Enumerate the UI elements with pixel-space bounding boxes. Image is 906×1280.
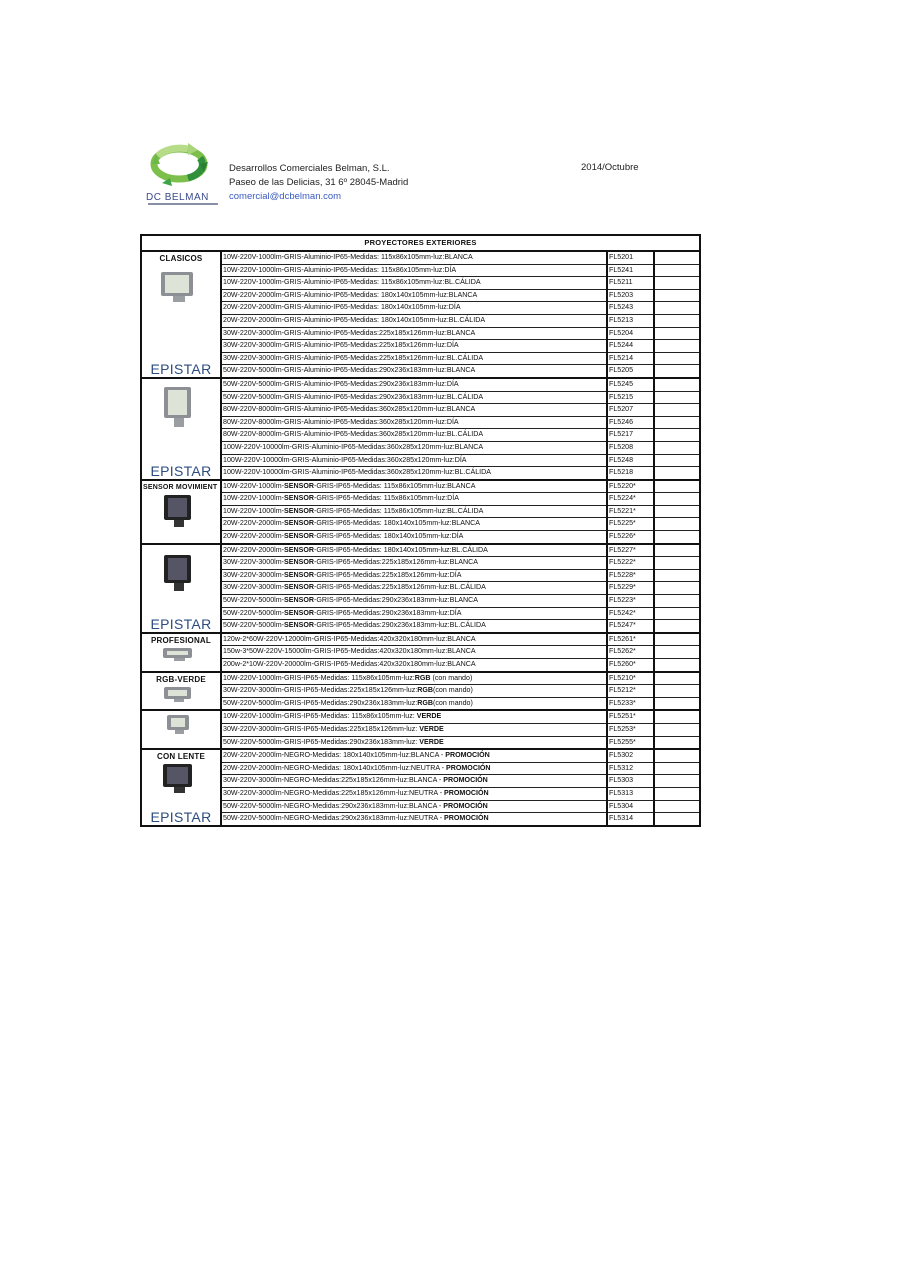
description-highlight: SENSOR — [284, 532, 314, 541]
table-row — [142, 441, 699, 454]
description-highlight: PROMOCIÓN — [444, 814, 489, 823]
product-code: FL5210* — [607, 672, 654, 685]
empty-cell — [654, 762, 699, 775]
table-row — [142, 775, 699, 788]
product-code: FL5208 — [607, 441, 654, 454]
product-description — [221, 800, 607, 813]
empty-cell — [654, 544, 699, 557]
product-code: FL5260* — [607, 659, 654, 672]
product-description: 50W-220V-5000lm-GRIS-Aluminio-IP65-Medidas:290x236x183mm-luz:BLANCA — [221, 365, 607, 378]
description-highlight: SENSOR — [284, 545, 314, 554]
empty-cell — [654, 582, 699, 595]
table-row — [142, 467, 699, 480]
category-cell — [142, 710, 221, 749]
description-text: (con mando) — [430, 673, 473, 682]
product-description: 10W-220V-1000lm-GRIS-Aluminio-IP65-Medidas: 115x86x105mm-luz:BLANCA — [221, 252, 607, 264]
table-row — [142, 672, 699, 685]
description-highlight: PROMOCIÓN — [443, 801, 488, 810]
floodlight-product-image — [164, 555, 198, 593]
description-text: 20W-220V-2000lm-NEGRO-Medidas: 180x140x105mm-luz:NEUTRA - — [223, 763, 447, 772]
description-text: -GRIS-IP65-Medidas: 115x86x105mm-luz:BLANCA — [313, 481, 476, 490]
description-highlight: VERDE — [419, 724, 444, 733]
description-highlight: SENSOR — [284, 596, 314, 605]
table-title: PROYECTORES EXTERIORES — [142, 236, 699, 252]
empty-cell — [654, 646, 699, 659]
table-row — [142, 480, 699, 493]
description-text: 10W-220V-1000lm- — [223, 494, 284, 503]
product-description: 80W-220V-8000lm-GRIS-Aluminio-IP65-Medidas:360x285x120mm-luz:DÍA — [221, 416, 607, 429]
product-description — [221, 569, 607, 582]
category-cell — [142, 252, 221, 378]
product-description: 20W-220V-2000lm-GRIS-Aluminio-IP65-Medidas: 180x140x105mm-luz:BLANCA — [221, 289, 607, 302]
table-row — [142, 252, 699, 264]
product-description: 20W-220V-2000lm-GRIS-Aluminio-IP65-Medidas: 180x140x105mm-luz:DÍA — [221, 302, 607, 315]
table-row — [142, 454, 699, 467]
product-code: FL5217 — [607, 429, 654, 442]
product-code: FL5302 — [607, 749, 654, 762]
description-text: 30W-220V-3000lm-GRIS-IP65-Medidas:225x185x126mm-luz: — [223, 724, 420, 733]
description-highlight: SENSOR — [284, 608, 314, 617]
product-code: FL5304 — [607, 800, 654, 813]
product-code: FL5255* — [607, 736, 654, 749]
table-row — [142, 378, 699, 391]
category-label: PROFESIONAL — [151, 635, 211, 645]
description-highlight: PROMOCIÓN — [446, 763, 491, 772]
product-code: FL5204 — [607, 327, 654, 340]
description-text: 50W-220V-5000lm-NEGRO-Medidas:290x236x183mm-luz:NEUTRA - — [223, 814, 445, 823]
category-cell — [142, 633, 221, 672]
floodlight-product-image — [164, 387, 198, 429]
empty-cell — [654, 252, 699, 264]
product-description: 30W-220V-3000lm-GRIS-Aluminio-IP65-Medidas:225x185x126mm-luz:BLANCA — [221, 327, 607, 340]
product-code: FL5224* — [607, 493, 654, 506]
product-description: 80W-220V-8000lm-GRIS-Aluminio-IP65-Medidas:360x285x120mm-luz:BL.CÁLIDA — [221, 429, 607, 442]
product-description — [221, 775, 607, 788]
product-description — [221, 762, 607, 775]
product-description — [221, 672, 607, 685]
table-row — [142, 531, 699, 544]
description-text: 30W-220V-3000lm-NEGRO-Medidas:225x185x126mm-luz:NEUTRA - — [223, 788, 445, 797]
description-text: 20W-220V-2000lm- — [223, 519, 284, 528]
product-code: FL5251* — [607, 710, 654, 723]
description-text: -GRIS-IP65-Medidas: 115x86x105mm-luz:BL.CÁLIDA — [313, 506, 484, 515]
description-text: 30W-220V-3000lm-NEGRO-Medidas:225x185x126mm-luz:BLANCA - — [223, 776, 444, 785]
description-text: -GRIS-IP65-Medidas: 180x140x105mm-luz:BLANCA — [313, 519, 480, 528]
table-row — [142, 557, 699, 570]
description-text: 50W-220V-5000lm- — [223, 608, 284, 617]
table-row — [142, 633, 699, 646]
description-text: -GRIS-IP65-Medidas:290x236x183mm-luz:BL.CÁLIDA — [313, 621, 486, 630]
product-code: FL5314 — [607, 813, 654, 825]
product-description: 120w-2*60W-220V-12000lm-GRIS-IP65-Medidas:420x320x180mm-luz:BLANCA — [221, 633, 607, 646]
table-row — [142, 365, 699, 378]
description-highlight: SENSOR — [284, 558, 314, 567]
product-description — [221, 518, 607, 531]
product-code: FL5213 — [607, 314, 654, 327]
empty-cell — [654, 723, 699, 736]
table-row — [142, 289, 699, 302]
product-description: 100W-220V-10000lm-GRIS-Aluminio-IP65-Medidas:360x285x120mm-luz:BLANCA — [221, 441, 607, 454]
empty-cell — [654, 493, 699, 506]
product-code: FL5203 — [607, 289, 654, 302]
floodlight-product-image — [164, 687, 198, 703]
description-text: -GRIS-IP65-Medidas:225x185x126mm-luz:DÍA — [313, 570, 462, 579]
empty-cell — [654, 391, 699, 404]
product-description — [221, 582, 607, 595]
empty-cell — [654, 672, 699, 685]
product-description — [221, 723, 607, 736]
description-highlight: VERDE — [419, 737, 444, 746]
table-row — [142, 582, 699, 595]
product-code: FL5205 — [607, 365, 654, 378]
table-row — [142, 685, 699, 698]
table-row — [142, 429, 699, 442]
product-code: FL5241 — [607, 264, 654, 277]
description-highlight: SENSOR — [284, 519, 314, 528]
product-code: FL5246 — [607, 416, 654, 429]
product-description: 10W-220V-1000lm-GRIS-Aluminio-IP65-Medidas: 115x86x105mm-luz:BL.CÁLIDA — [221, 277, 607, 290]
logo-subtitle — [148, 203, 218, 205]
product-code: FL5229* — [607, 582, 654, 595]
product-description: 20W-220V-2000lm-GRIS-Aluminio-IP65-Medidas: 180x140x105mm-luz:BL.CÁLIDA — [221, 314, 607, 327]
description-text: 10W-220V-1000lm- — [223, 481, 284, 490]
empty-cell — [654, 531, 699, 544]
description-text: 30W-220V-3000lm-GRIS-IP65-Medidas:225x185x126mm-luz: — [223, 686, 418, 695]
table-row — [142, 544, 699, 557]
description-text: 10W-220V-1000lm- — [223, 506, 284, 515]
company-logo — [142, 138, 222, 208]
description-highlight: VERDE — [416, 712, 442, 721]
product-description — [221, 620, 607, 633]
empty-cell — [654, 569, 699, 582]
empty-cell — [654, 607, 699, 620]
description-highlight: RGB — [417, 686, 434, 695]
product-code: FL5242* — [607, 607, 654, 620]
empty-cell — [654, 327, 699, 340]
product-description: 50W-220V-5000lm-GRIS-Aluminio-IP65-Medidas:290x236x183mm-luz:BL.CÁLIDA — [221, 391, 607, 404]
table-row — [142, 404, 699, 417]
description-highlight: RGB — [417, 698, 434, 707]
table-row — [142, 340, 699, 353]
product-description: 30W-220V-3000lm-GRIS-Aluminio-IP65-Medidas:225x185x126mm-luz:DÍA — [221, 340, 607, 353]
description-text: -GRIS-IP65-Medidas:225x185x126mm-luz:BLANCA — [313, 558, 478, 567]
product-description — [221, 787, 607, 800]
empty-cell — [654, 302, 699, 315]
product-code: FL5222* — [607, 557, 654, 570]
product-code: FL5303 — [607, 775, 654, 788]
empty-cell — [654, 697, 699, 710]
floodlight-product-image — [163, 764, 199, 794]
product-code: FL5245 — [607, 378, 654, 391]
product-description: 150w-3*50W-220V-15000lm-GRIS-IP65-Medidas:420x320x180mm-luz:BLANCA — [221, 646, 607, 659]
product-code: FL5248 — [607, 454, 654, 467]
category-cell — [142, 480, 221, 544]
product-code: FL5243 — [607, 302, 654, 315]
product-description: 80W-220V-8000lm-GRIS-Aluminio-IP65-Medidas:360x285x120mm-luz:BLANCA — [221, 404, 607, 417]
epistar-brand-label: EPISTAR — [150, 616, 212, 633]
empty-cell — [654, 416, 699, 429]
product-code: FL5220* — [607, 480, 654, 493]
empty-cell — [654, 467, 699, 480]
table-row — [142, 749, 699, 762]
description-highlight: SENSOR — [284, 506, 314, 515]
product-description: 30W-220V-3000lm-GRIS-Aluminio-IP65-Medidas:225x185x126mm-luz:BL.CÁLIDA — [221, 352, 607, 365]
table-row — [142, 352, 699, 365]
table-row — [142, 787, 699, 800]
table-row — [142, 620, 699, 633]
empty-cell — [654, 314, 699, 327]
empty-cell — [654, 352, 699, 365]
empty-cell — [654, 454, 699, 467]
category-cell — [142, 749, 221, 825]
product-code: FL5262* — [607, 646, 654, 659]
category-label: CON LENTE — [156, 752, 206, 762]
description-text: 20W-220V-2000lm- — [223, 545, 284, 554]
description-highlight: PROMOCIÓN — [443, 776, 488, 785]
table-row — [142, 595, 699, 608]
table-row — [142, 813, 699, 825]
description-text: 50W-220V-5000lm-GRIS-IP65-Medidas:290x236x183mm-luz: — [223, 698, 418, 707]
description-highlight: SENSOR — [284, 570, 314, 579]
product-description — [221, 736, 607, 749]
document-date: 2014/Octubre — [581, 162, 639, 173]
product-description: 200w-2*10W-220V-20000lm-GRIS-IP65-Medidas:420x320x180mm-luz:BLANCA — [221, 659, 607, 672]
description-text: 30W-220V-3000lm- — [223, 558, 284, 567]
product-code: FL5221* — [607, 505, 654, 518]
product-description: 10W-220V-1000lm-GRIS-Aluminio-IP65-Medidas: 115x86x105mm-luz:DÍA — [221, 264, 607, 277]
description-highlight: RGB — [414, 673, 431, 682]
empty-cell — [654, 787, 699, 800]
floodlight-product-image — [161, 272, 201, 304]
table-row — [142, 646, 699, 659]
recycle-arrows-icon — [148, 142, 210, 186]
table-row — [142, 569, 699, 582]
description-text: 50W-220V-5000lm-GRIS-IP65-Medidas:290x236x183mm-luz: — [223, 737, 420, 746]
table-row — [142, 264, 699, 277]
empty-cell — [654, 480, 699, 493]
empty-cell — [654, 800, 699, 813]
product-code: FL5233* — [607, 697, 654, 710]
description-text: 20W-220V-2000lm-NEGRO-Medidas: 180x140x105mm-luz:BLANCA - — [223, 751, 446, 760]
description-text: 10W-220V-1000lm-GRIS-IP65-Medidas: 115x86x105mm-luz: — [223, 712, 417, 721]
description-text: (con mando) — [433, 698, 473, 707]
table-row — [142, 659, 699, 672]
product-code: FL5253* — [607, 723, 654, 736]
product-description — [221, 544, 607, 557]
category-cell — [142, 378, 221, 480]
description-highlight: PROMOCIÓN — [444, 788, 489, 797]
description-text: (con mando) — [433, 686, 473, 695]
description-text: 20W-220V-2000lm- — [223, 532, 284, 541]
company-address: Paseo de las Delicias, 31 6º 28045-Madrid — [229, 177, 409, 188]
product-code: FL5226* — [607, 531, 654, 544]
table-row — [142, 710, 699, 723]
description-highlight: PROMOCIÓN — [445, 751, 490, 760]
product-description — [221, 813, 607, 825]
company-email[interactable]: comercial@dcbelman.com — [229, 191, 342, 202]
empty-cell — [654, 736, 699, 749]
empty-cell — [654, 518, 699, 531]
category-label: SENSOR MOVIMIENT — [143, 483, 218, 491]
description-text: 30W-220V-3000lm- — [223, 583, 284, 592]
product-code: FL5214 — [607, 352, 654, 365]
empty-cell — [654, 264, 699, 277]
description-text: 50W-220V-5000lm- — [223, 621, 284, 630]
empty-cell — [654, 557, 699, 570]
product-list — [142, 252, 699, 825]
empty-cell — [654, 340, 699, 353]
empty-cell — [654, 749, 699, 762]
table-row — [142, 493, 699, 506]
product-description — [221, 480, 607, 493]
table-row — [142, 762, 699, 775]
product-description — [221, 685, 607, 698]
empty-cell — [654, 404, 699, 417]
product-description: 100W-220V-10000lm-GRIS-Aluminio-IP65-Medidas:360x285x120mm-luz:BL.CÁLIDA — [221, 467, 607, 480]
table-row — [142, 518, 699, 531]
empty-cell — [654, 429, 699, 442]
product-code: FL5225* — [607, 518, 654, 531]
epistar-brand-label: EPISTAR — [150, 463, 212, 480]
table-row — [142, 416, 699, 429]
product-description — [221, 557, 607, 570]
category-label: RGB-VERDE — [156, 674, 206, 684]
empty-cell — [654, 633, 699, 646]
floodlight-product-image — [164, 495, 198, 529]
product-code: FL5227* — [607, 544, 654, 557]
floodlight-product-image — [167, 715, 195, 735]
description-text: 30W-220V-3000lm- — [223, 570, 284, 579]
product-code: FL5211 — [607, 277, 654, 290]
empty-cell — [654, 378, 699, 391]
empty-cell — [654, 595, 699, 608]
description-highlight: SENSOR — [284, 481, 314, 490]
floodlight-product-image — [163, 648, 199, 662]
description-text: -GRIS-IP65-Medidas:290x236x183mm-luz:BLANCA — [313, 596, 478, 605]
description-text: -GRIS-IP65-Medidas:225x185x126mm-luz:BL.CÁLIDA — [313, 583, 486, 592]
company-info — [229, 162, 408, 204]
epistar-brand-label: EPISTAR — [150, 809, 212, 825]
epistar-brand-label: EPISTAR — [150, 361, 212, 378]
category-cell — [142, 672, 221, 711]
product-description — [221, 531, 607, 544]
empty-cell — [654, 813, 699, 825]
table-row — [142, 800, 699, 813]
product-description — [221, 493, 607, 506]
product-description — [221, 697, 607, 710]
table-row — [142, 327, 699, 340]
empty-cell — [654, 277, 699, 290]
product-description: 100W-220V-10000lm-GRIS-Aluminio-IP65-Medidas:360x285x120mm-luz:DÍA — [221, 454, 607, 467]
description-text: -GRIS-IP65-Medidas: 180x140x105mm-luz:DÍA — [313, 532, 464, 541]
product-code: FL5215 — [607, 391, 654, 404]
description-text: -GRIS-IP65-Medidas: 115x86x105mm-luz:DÍA — [313, 494, 459, 503]
empty-cell — [654, 710, 699, 723]
table-row — [142, 505, 699, 518]
product-code: FL5312 — [607, 762, 654, 775]
product-code: FL5261* — [607, 633, 654, 646]
table-row — [142, 607, 699, 620]
empty-cell — [654, 365, 699, 378]
product-code: FL5244 — [607, 340, 654, 353]
product-code: FL5313 — [607, 787, 654, 800]
product-code: FL5247* — [607, 620, 654, 633]
product-description — [221, 710, 607, 723]
product-description: 50W-220V-5000lm-GRIS-Aluminio-IP65-Medidas:290x236x183mm-luz:DÍA — [221, 378, 607, 391]
product-code: FL5201 — [607, 252, 654, 264]
empty-cell — [654, 775, 699, 788]
company-name: Desarrollos Comerciales Belman, S.L. — [229, 163, 390, 174]
product-description — [221, 607, 607, 620]
product-table — [140, 234, 701, 827]
description-text: -GRIS-IP65-Medidas:290x236x183mm-luz:DÍA — [313, 608, 462, 617]
empty-cell — [654, 659, 699, 672]
category-cell — [142, 544, 221, 633]
empty-cell — [654, 441, 699, 454]
product-code: FL5223* — [607, 595, 654, 608]
table-row — [142, 314, 699, 327]
table-row — [142, 736, 699, 749]
description-text: 10W-220V-1000lm-GRIS-IP65-Medidas: 115x86x105mm-luz: — [223, 673, 415, 682]
description-text: 50W-220V-5000lm- — [223, 596, 284, 605]
category-label: CLASICOS — [159, 254, 203, 263]
product-code: FL5228* — [607, 569, 654, 582]
table-row — [142, 723, 699, 736]
empty-cell — [654, 685, 699, 698]
product-description — [221, 505, 607, 518]
table-row — [142, 391, 699, 404]
table-row — [142, 302, 699, 315]
product-code: FL5212* — [607, 685, 654, 698]
product-description — [221, 749, 607, 762]
empty-cell — [654, 620, 699, 633]
empty-cell — [654, 289, 699, 302]
table-row — [142, 277, 699, 290]
description-text: -GRIS-IP65-Medidas: 180x140x105mm-luz:BL.CÁLIDA — [313, 545, 488, 554]
product-code: FL5218 — [607, 467, 654, 480]
description-highlight: SENSOR — [284, 583, 314, 592]
product-code: FL5207 — [607, 404, 654, 417]
empty-cell — [654, 505, 699, 518]
product-description — [221, 595, 607, 608]
document-header — [140, 138, 700, 210]
logo-text: DC BELMAN — [146, 192, 209, 203]
description-highlight: SENSOR — [284, 621, 314, 630]
description-text: 50W-220V-5000lm-NEGRO-Medidas:290x236x183mm-luz:BLANCA - — [223, 801, 444, 810]
table-row — [142, 697, 699, 710]
description-highlight: SENSOR — [284, 494, 314, 503]
